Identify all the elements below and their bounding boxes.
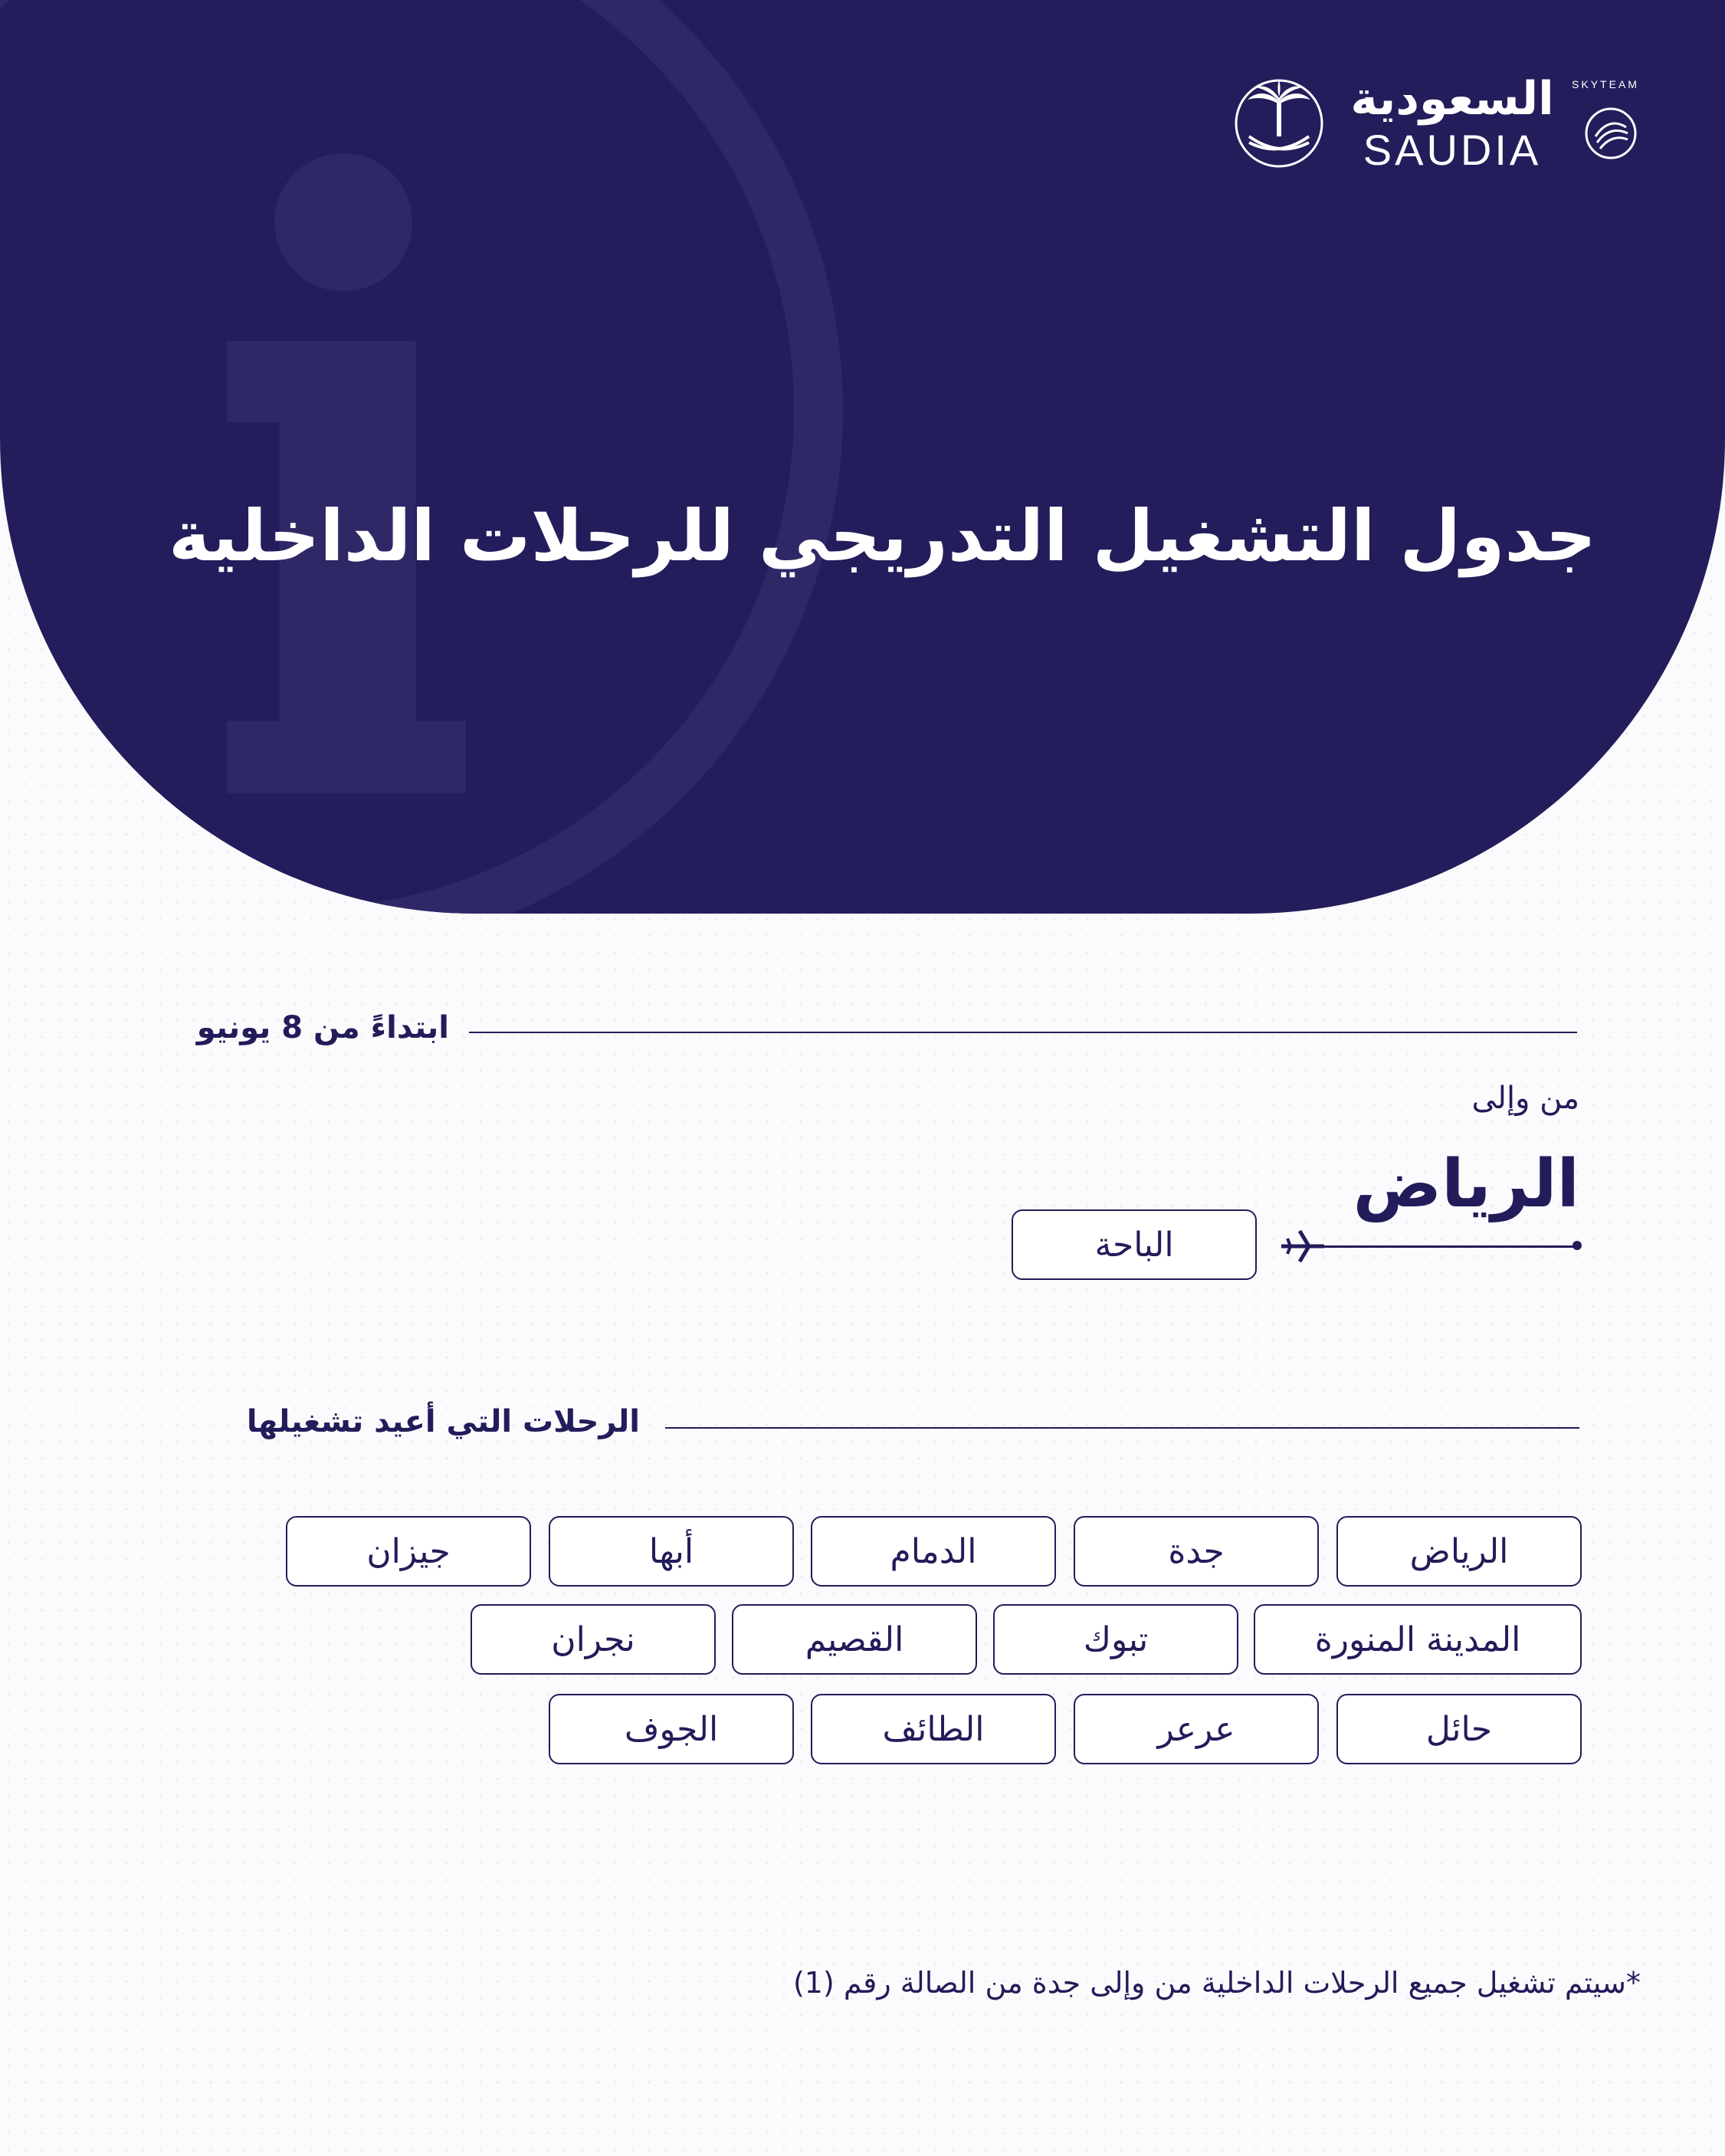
city-pill-taif[interactable]: الطائف: [811, 1694, 1056, 1764]
city-pill-arar[interactable]: عرعر: [1074, 1694, 1319, 1764]
city-pill-riyadh[interactable]: الرياض: [1336, 1516, 1582, 1587]
divider-start-date: [469, 1032, 1577, 1033]
divider-resumed: [665, 1427, 1579, 1429]
route-heading: من وإلى: [1471, 1081, 1579, 1116]
city-pill-najran[interactable]: نجران: [471, 1604, 716, 1675]
city-pill-tabuk[interactable]: تبوك: [993, 1604, 1238, 1675]
skyteam-icon: [1563, 83, 1648, 167]
city-pill-jazan[interactable]: جيزان: [286, 1516, 531, 1587]
destination-pill[interactable]: الباحة: [1012, 1209, 1257, 1280]
hub-city: الرياض: [1353, 1146, 1579, 1222]
city-pill-hail[interactable]: حائل: [1336, 1694, 1582, 1764]
hero-banner: [0, 0, 1725, 914]
page-title: جدول التشغيل التدريجي للرحلات الداخلية: [169, 495, 1596, 577]
resumed-heading: الرحلات التي أعيد تشغيلها: [246, 1404, 640, 1439]
city-pill-jeddah[interactable]: جدة: [1074, 1516, 1319, 1587]
saudia-emblem-icon: [1234, 74, 1324, 173]
city-pill-madinah[interactable]: المدينة المنورة: [1254, 1604, 1582, 1675]
start-date-label: ابتداءً من 8 يونيو: [196, 1010, 449, 1045]
airplane-icon: [1278, 1225, 1327, 1268]
brand-name-english: SAUDIA: [1363, 126, 1542, 174]
skyteam-label: SKYTEAM: [1572, 78, 1639, 90]
footnote: *سيتم تشغيل جميع الرحلات الداخلية من وإلى جدة من الصالة رقم (1): [792, 1966, 1641, 2000]
route-line: [1303, 1245, 1577, 1248]
city-pill-abha[interactable]: أبها: [549, 1516, 794, 1587]
brand-name-arabic: السعودية: [1350, 72, 1554, 126]
info-icon-dot: [274, 153, 412, 291]
city-pill-jouf[interactable]: الجوف: [549, 1694, 794, 1764]
city-pill-dammam[interactable]: الدمام: [811, 1516, 1056, 1587]
route-origin-dot: [1573, 1241, 1582, 1250]
city-pill-qassim[interactable]: القصيم: [732, 1604, 977, 1675]
saudia-logo[interactable]: [1234, 69, 1648, 184]
skyteam-logo: [1563, 78, 1648, 167]
